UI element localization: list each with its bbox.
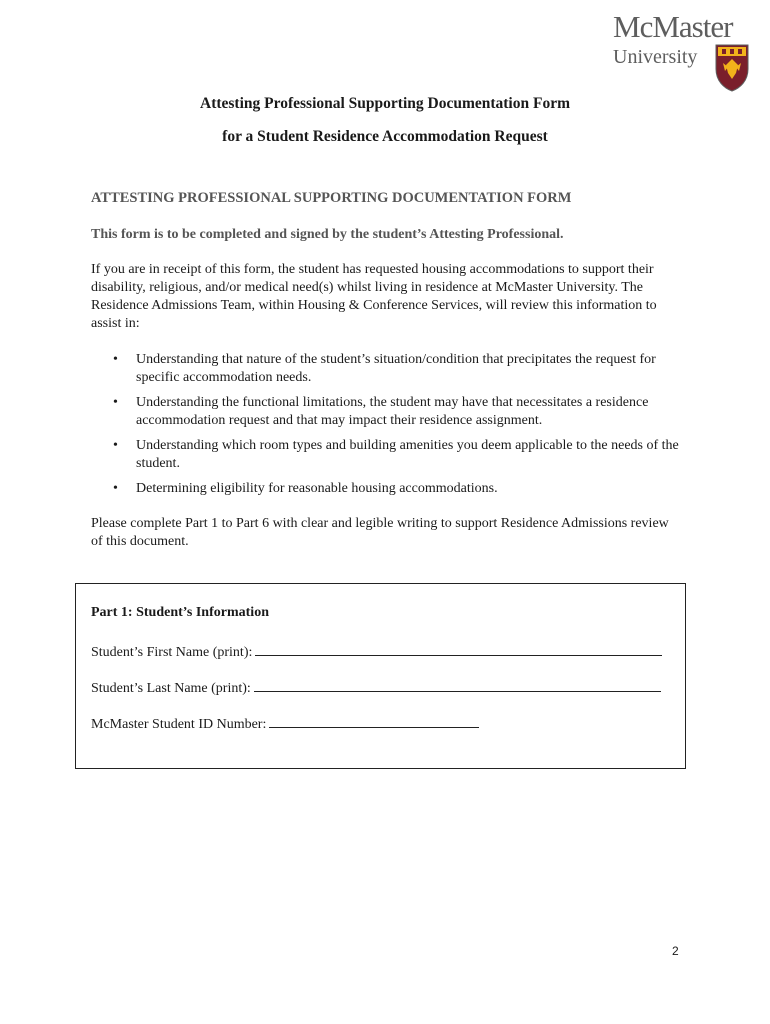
purpose-list xyxy=(91,351,691,506)
last-name-label: Student’s Last Name (print): xyxy=(91,681,251,696)
form-title-line-2: for a Student Residence Accommodation Request xyxy=(222,128,548,145)
last-name-field xyxy=(91,677,661,698)
part1-heading: Part 1: Student’s Information xyxy=(91,605,269,620)
last-name-input-line[interactable] xyxy=(254,677,661,692)
part1-student-info-box xyxy=(75,583,686,769)
first-name-field xyxy=(91,641,662,662)
section-heading: ATTESTING PROFESSIONAL SUPPORTING DOCUMENTATION FORM xyxy=(91,190,572,206)
student-id-input-line[interactable] xyxy=(269,713,479,728)
intro-paragraph: If you are in receipt of this form, the student has requested housing accommodations to support their disability, religious, and/or medical need(s) whilst living in residence at McMaster University. The Residence Admissions Team, within Housing & Conference Services, will review this information to assist in: xyxy=(91,262,657,331)
list-item: • Understanding that nature of the student’s situation/condition that precipitates the request for specific accommodation needs. xyxy=(113,352,656,385)
logo-wordmark: McMaster xyxy=(613,9,733,44)
bullet-icon: • xyxy=(113,395,118,410)
list-item: • Determining eligibility for reasonable housing accommodations. xyxy=(113,481,498,496)
first-name-label: Student’s First Name (print): xyxy=(91,645,253,660)
bullet-icon: • xyxy=(113,352,118,367)
completion-notice: This form is to be completed and signed by the student’s Attesting Professional. xyxy=(91,227,564,242)
page-number: 2 xyxy=(672,944,679,958)
logo-university-text: University xyxy=(613,46,698,68)
crest-icon xyxy=(714,43,750,93)
list-item: • Understanding which room types and building amenities you deem applicable to the needs of the student. xyxy=(113,438,679,471)
first-name-input-line[interactable] xyxy=(255,641,662,656)
instructions-paragraph: Please complete Part 1 to Part 6 with clear and legible writing to support Residence Admissions review of this document. xyxy=(91,516,669,549)
student-id-label: McMaster Student ID Number: xyxy=(91,717,267,732)
form-title-line-1: Attesting Professional Supporting Documentation Form xyxy=(200,95,570,112)
student-id-field xyxy=(91,713,479,734)
mcmaster-logo xyxy=(606,10,752,94)
bullet-icon: • xyxy=(113,438,118,453)
list-item: • Understanding the functional limitations, the student may have that necessitates a residence accommodation request and that may impact their residence assignment. xyxy=(113,395,649,428)
bullet-icon: • xyxy=(113,481,118,496)
